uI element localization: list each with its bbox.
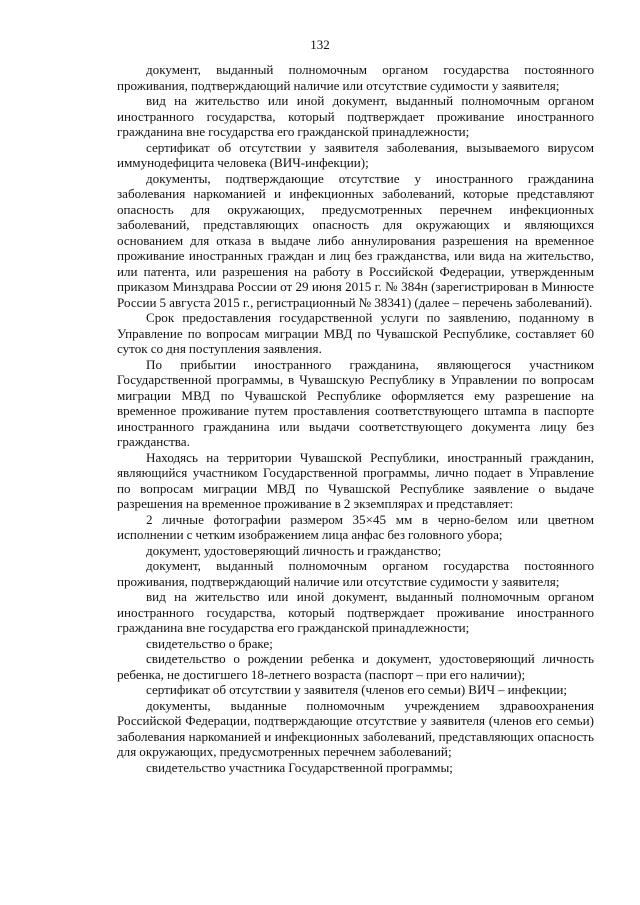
paragraph: сертификат об отсутствии у заявителя заболевания, вызываемого вирусом иммунодефицита человека (ВИЧ-инфекции); (117, 139, 594, 170)
paragraph: 2 личные фотографии размером 35×45 мм в черно-белом или цветном исполнении с четким изображением лица анфас без головного убора; (117, 511, 594, 542)
paragraph: документы, выданные полномочным учреждением здравоохранения Российской Федерации, подтверждающие отсутствие у заявителя (членов его семьи) заболевания наркоманией и инфекционных заболеваний, представляющих опасность для окружающих, предусмотренных перечнем заболеваний; (117, 697, 594, 759)
paragraph: вид на жительство или иной документ, выданный полномочным органом иностранного государства, который подтверждает проживание иностранного гражданина вне государства его гражданской принадлежности; (117, 93, 594, 139)
paragraph: вид на жительство или иной документ, выданный полномочным органом иностранного государства, который подтверждает проживание иностранного гражданина вне государства его гражданской принадлежности; (117, 589, 594, 635)
paragraph: документ, выданный полномочным органом государства постоянного проживания, подтверждающий наличие или отсутствие судимости у заявителя; (117, 62, 594, 93)
paragraph: свидетельство о браке; (146, 635, 273, 651)
paragraph: По прибытии иностранного гражданина, являющегося участником Государственной программы, в Чувашскую Республику в Управлении по вопросам миграции МВД по Чувашской Республике оформляется ему разрешение на временное проживание путем проставления соответствующего штампа в паспорте иностранного гражданина или выдачи соответствующего документа лицу без гражданства. (117, 356, 594, 449)
paragraph: документ, выданный полномочным органом государства постоянного проживания, подтверждающий наличие или отсутствие судимости у заявителя; (117, 558, 594, 589)
paragraph: сертификат об отсутствии у заявителя (членов его семьи) ВИЧ – инфекции; (146, 682, 567, 697)
paragraph: Срок предоставления государственной услуги по заявлению, поданному в Управление по вопросам миграции МВД по Чувашской Республике, составляет 60 суток со дня поступления заявления. (117, 310, 594, 356)
paragraph: свидетельство о рождении ребенка и документ, удостоверяющий личность ребенка, не достигшего 18-летнего возраста (паспорт – при его наличии); (117, 651, 594, 682)
paragraph: Находясь на территории Чувашской Республики, иностранный гражданин, являющийся участником Государственной программы, лично подает в Управление по вопросам миграции МВД по Чувашской Республике заявление о выдаче разрешения на временное проживание в 2 экземплярах и представляет: (117, 449, 594, 511)
paragraph: документ, удостоверяющий личность и гражданство; (146, 542, 442, 558)
paragraph: свидетельство участника Государственной программы; (146, 759, 453, 775)
page-number: 132 (310, 37, 330, 52)
document-body (117, 62, 594, 775)
paragraph: документы, подтверждающие отсутствие у иностранного гражданина заболевания наркоманией и инфекционных заболеваний, которые представляют опасность для окружающих, предусмотренных перечнем инфекционных заболеваний, представляющих опасность для окружающих и являющихся основанием для отказа в выдаче либо аннулирования разрешения на временное проживание иностранных граждан и лиц без гражданства, или вида на жительство, или патента, или разрешения на работу в Российской Федерации, утвержденным приказом Минздрава России от 29 июня 2015 г. № 384н (зарегистрирован в Минюсте России 5 августа 2015 г., регистрационный № 38341) (далее – перечень заболеваний). (117, 170, 594, 310)
